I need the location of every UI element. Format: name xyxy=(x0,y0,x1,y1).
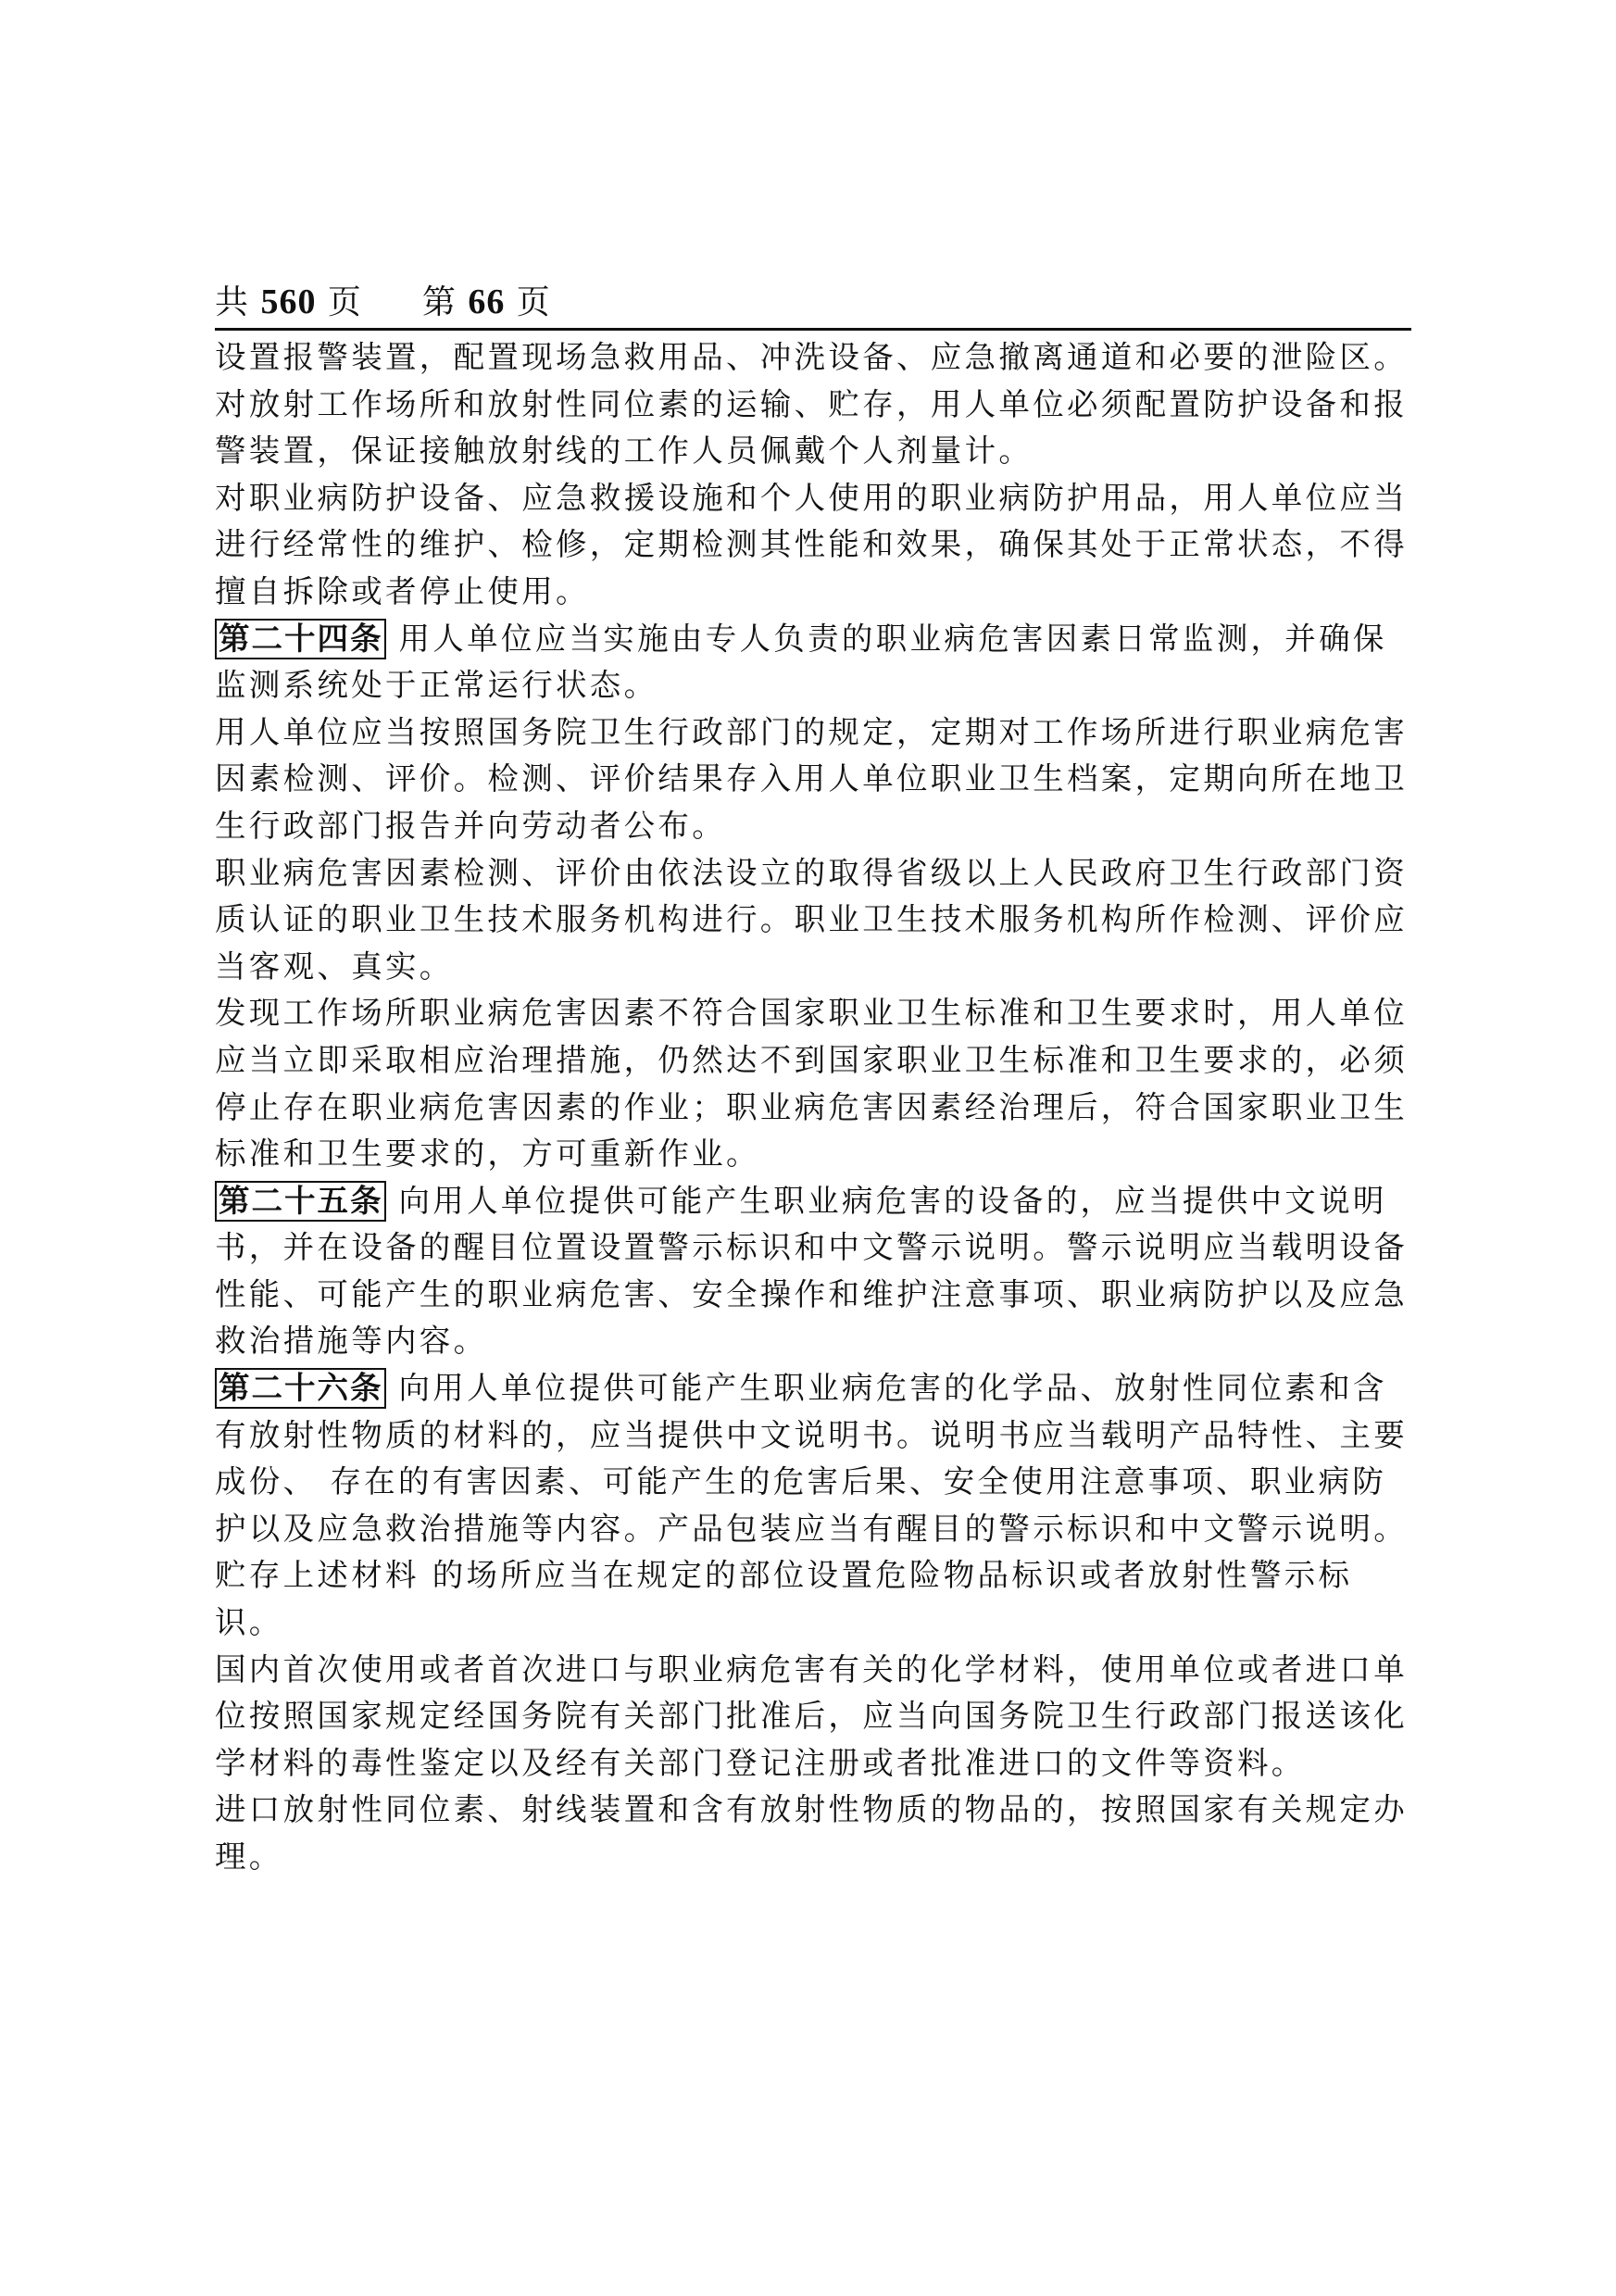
paragraph-text: 对职业病防护设备、应急救援设施和个人使用的职业病防护用品，用人单位应当进行经常性的维护、检修，定期检测其性能和效果，确保其处于正常状态，不得擅自拆除或者停止使用。 xyxy=(215,479,1408,609)
body-paragraph xyxy=(215,334,1411,382)
article-number: 第二十六条 xyxy=(215,1368,386,1409)
body-paragraph xyxy=(215,990,1411,1177)
total-pages-suffix: 页 xyxy=(327,283,362,321)
body-paragraph xyxy=(215,850,1411,991)
article-paragraph xyxy=(215,616,1411,709)
body-paragraph xyxy=(215,1647,1411,1788)
paragraph-text: 向用人单位提供可能产生职业病危害的设备的，应当提供中文说明书，并在设备的醒目位置设置警示标识和中文警示说明。警示说明应当载明设备性能、可能产生的职业病危害、安全操作和维护注意事项、职业病防护以及应急救治措施等内容。 xyxy=(215,1182,1408,1360)
paragraph-text: 用人单位应当按照国务院卫生行政部门的规定，定期对工作场所进行职业病危害因素检测、评价。检测、评价结果存入用人单位职业卫生档案，定期向所在地卫生行政部门报告并向劳动者公布。 xyxy=(215,713,1408,844)
current-page-suffix: 页 xyxy=(516,283,551,321)
current-page-prefix: 第 xyxy=(421,283,457,321)
article-number: 第二十五条 xyxy=(215,1181,386,1222)
header-rule xyxy=(215,328,1411,331)
body-paragraph xyxy=(215,475,1411,616)
total-pages-prefix: 共 xyxy=(215,283,250,321)
paragraph-text: 发现工作场所职业病危害因素不符合国家职业卫生标准和卫生要求时，用人单位应当立即采取相应治理措施，仍然达不到国家职业卫生标准和卫生要求的，必须停止存在职业病危害因素的作业；职业病危害因素经治理后，符合国家职业卫生标准和卫生要求的，方可重新作业。 xyxy=(215,995,1408,1173)
paragraph-text: 国内首次使用或者首次进口与职业病危害有关的化学材料，使用单位或者进口单位按照国家规定经国务院有关部门批准后，应当向国务院卫生行政部门报送该化学材料的毒性鉴定以及经有关部门登记注册或者批准进口的文件等资料。 xyxy=(215,1650,1408,1781)
paragraph-text: 职业病危害因素检测、评价由依法设立的取得省级以上人民政府卫生行政部门资质认证的职业卫生技术服务机构进行。职业卫生技术服务机构所作检测、评价应当客观、真实。 xyxy=(215,854,1408,985)
body-paragraph xyxy=(215,709,1411,850)
article-number: 第二十四条 xyxy=(215,619,386,659)
document-body xyxy=(215,334,1411,1881)
paragraph-text: 对放射工作场所和放射性同位素的运输、贮存，用人单位必须配置防护设备和报警装置，保证接触放射线的工作人员佩戴个人剂量计。 xyxy=(215,385,1408,470)
body-paragraph xyxy=(215,382,1411,475)
article-paragraph xyxy=(215,1365,1411,1647)
paragraph-text: 进口放射性同位素、射线装置和含有放射性物质的物品的，按照国家有关规定办理。 xyxy=(215,1791,1408,1875)
paragraph-text: 设置报警装置，配置现场急救用品、冲洗设备、应急撤离通道和必要的泄险区。 xyxy=(215,339,1408,375)
paragraph-text: 用人单位应当实施由专人负责的职业病危害因素日常监测，并确保监测系统处于正常运行状态。 xyxy=(215,620,1387,704)
body-paragraph xyxy=(215,1787,1411,1880)
page-header xyxy=(215,278,1411,326)
paragraph-text: 向用人单位提供可能产生职业病危害的化学品、放射性同位素和含有放射性物质的材料的，应当提供中文说明书。说明书应当载明产品特性、主要成份、 存在的有害因素、可能产生的危害后果、安全使用注意事项、职业病防护以及应急救治措施等内容。产品包装应当有醒目的警示标识和中文警示说明。贮存上述材料 的场所应当在规定的部位设置危险物品标识或者放射性警示标识。 xyxy=(215,1370,1408,1641)
document-page xyxy=(215,278,1411,1881)
article-paragraph xyxy=(215,1178,1411,1365)
total-pages-number: 560 xyxy=(260,282,317,321)
current-page-number: 66 xyxy=(468,282,506,321)
